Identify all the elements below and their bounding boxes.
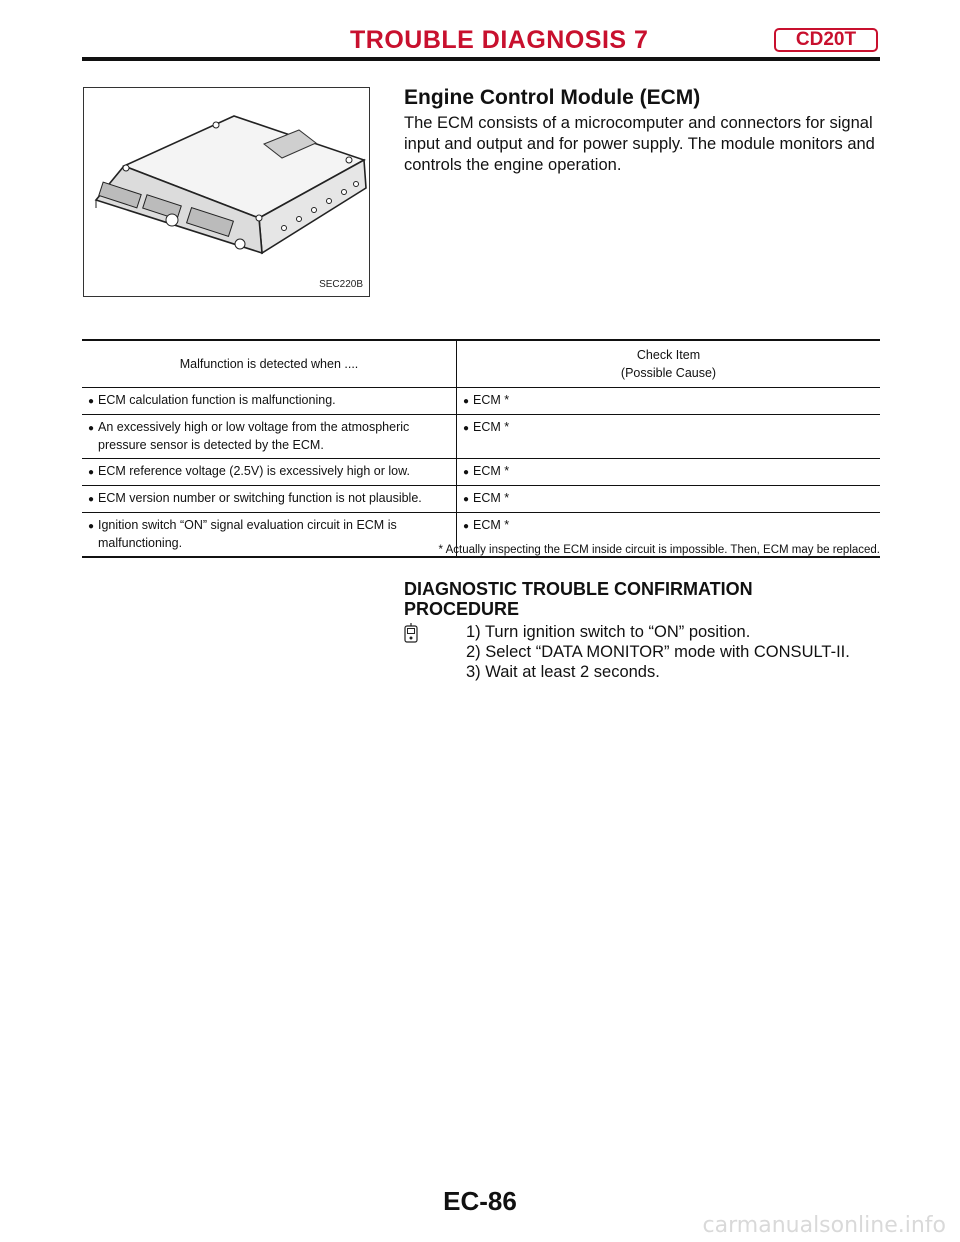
procedure-title: DIAGNOSTIC TROUBLE CONFIRMATION PROCEDURE — [404, 579, 753, 619]
check-cell: ● ECM * — [457, 388, 881, 415]
bullet-icon: ● — [88, 423, 95, 434]
section-body: The ECM consists of a microcomputer and connectors for signal input and output and for power supply. The module monitors and controls the engine operation. — [404, 114, 875, 174]
procedure-step: 3) Wait at least 2 seconds. — [466, 663, 660, 681]
table-header-row — [82, 340, 880, 388]
procedure-step: 1) Turn ignition switch to “ON” position. — [466, 623, 751, 641]
malfunction-cell: ● An excessively high or low voltage from the atmospheric pressure sensor is detected by the ECM. — [82, 415, 457, 459]
bullet-icon: ● — [88, 467, 95, 478]
page-number: EC-86 — [443, 1186, 517, 1216]
bullet-icon: ● — [463, 521, 470, 532]
bullet-icon: ● — [463, 423, 470, 434]
malfunction-cell: ● ECM version number or switching function is not plausible. — [82, 486, 457, 513]
table-row — [82, 388, 880, 415]
header-divider — [82, 57, 880, 61]
diagnosis-table — [82, 339, 880, 558]
procedure-step: 2) Select “DATA MONITOR” mode with CONSULT-II. — [466, 643, 850, 661]
ecm-unit-icon — [84, 88, 371, 298]
table-row — [82, 459, 880, 486]
bullet-icon: ● — [463, 494, 470, 505]
check-cell: ● ECM * — [457, 513, 881, 558]
header-check-item: Check Item (Possible Cause) — [457, 340, 881, 388]
check-cell: ● ECM * — [457, 459, 881, 486]
check-cell: ● ECM * — [457, 415, 881, 459]
page-header-title: TROUBLE DIAGNOSIS 7 — [350, 26, 649, 54]
table-row — [82, 486, 880, 513]
table-row — [82, 415, 880, 459]
check-cell: ● ECM * — [457, 486, 881, 513]
figure-caption: SEC220B — [319, 279, 363, 290]
malfunction-cell: ● ECM calculation function is malfunctioning. — [82, 388, 457, 415]
header-malfunction: Malfunction is detected when .... — [82, 340, 457, 388]
engine-code-badge: CD20T — [774, 28, 878, 52]
bullet-icon: ● — [88, 396, 95, 407]
ecm-figure — [83, 87, 370, 297]
watermark: carmanualsonline.info — [702, 1213, 946, 1238]
procedure-steps — [466, 622, 850, 682]
table-footnote: * Actually inspecting the ECM inside circuit is impossible. Then, ECM may be replaced. — [438, 544, 880, 556]
bullet-icon: ● — [88, 494, 95, 505]
malfunction-cell: ● Ignition switch “ON” signal evaluation circuit in ECM is malfunctioning. — [82, 513, 457, 558]
consult-tool-icon — [403, 623, 419, 650]
bullet-icon: ● — [88, 521, 95, 532]
bullet-icon: ● — [463, 467, 470, 478]
section-title: Engine Control Module (ECM) — [404, 86, 701, 109]
bullet-icon: ● — [463, 396, 470, 407]
malfunction-cell: ● ECM reference voltage (2.5V) is excessively high or low. — [82, 459, 457, 486]
